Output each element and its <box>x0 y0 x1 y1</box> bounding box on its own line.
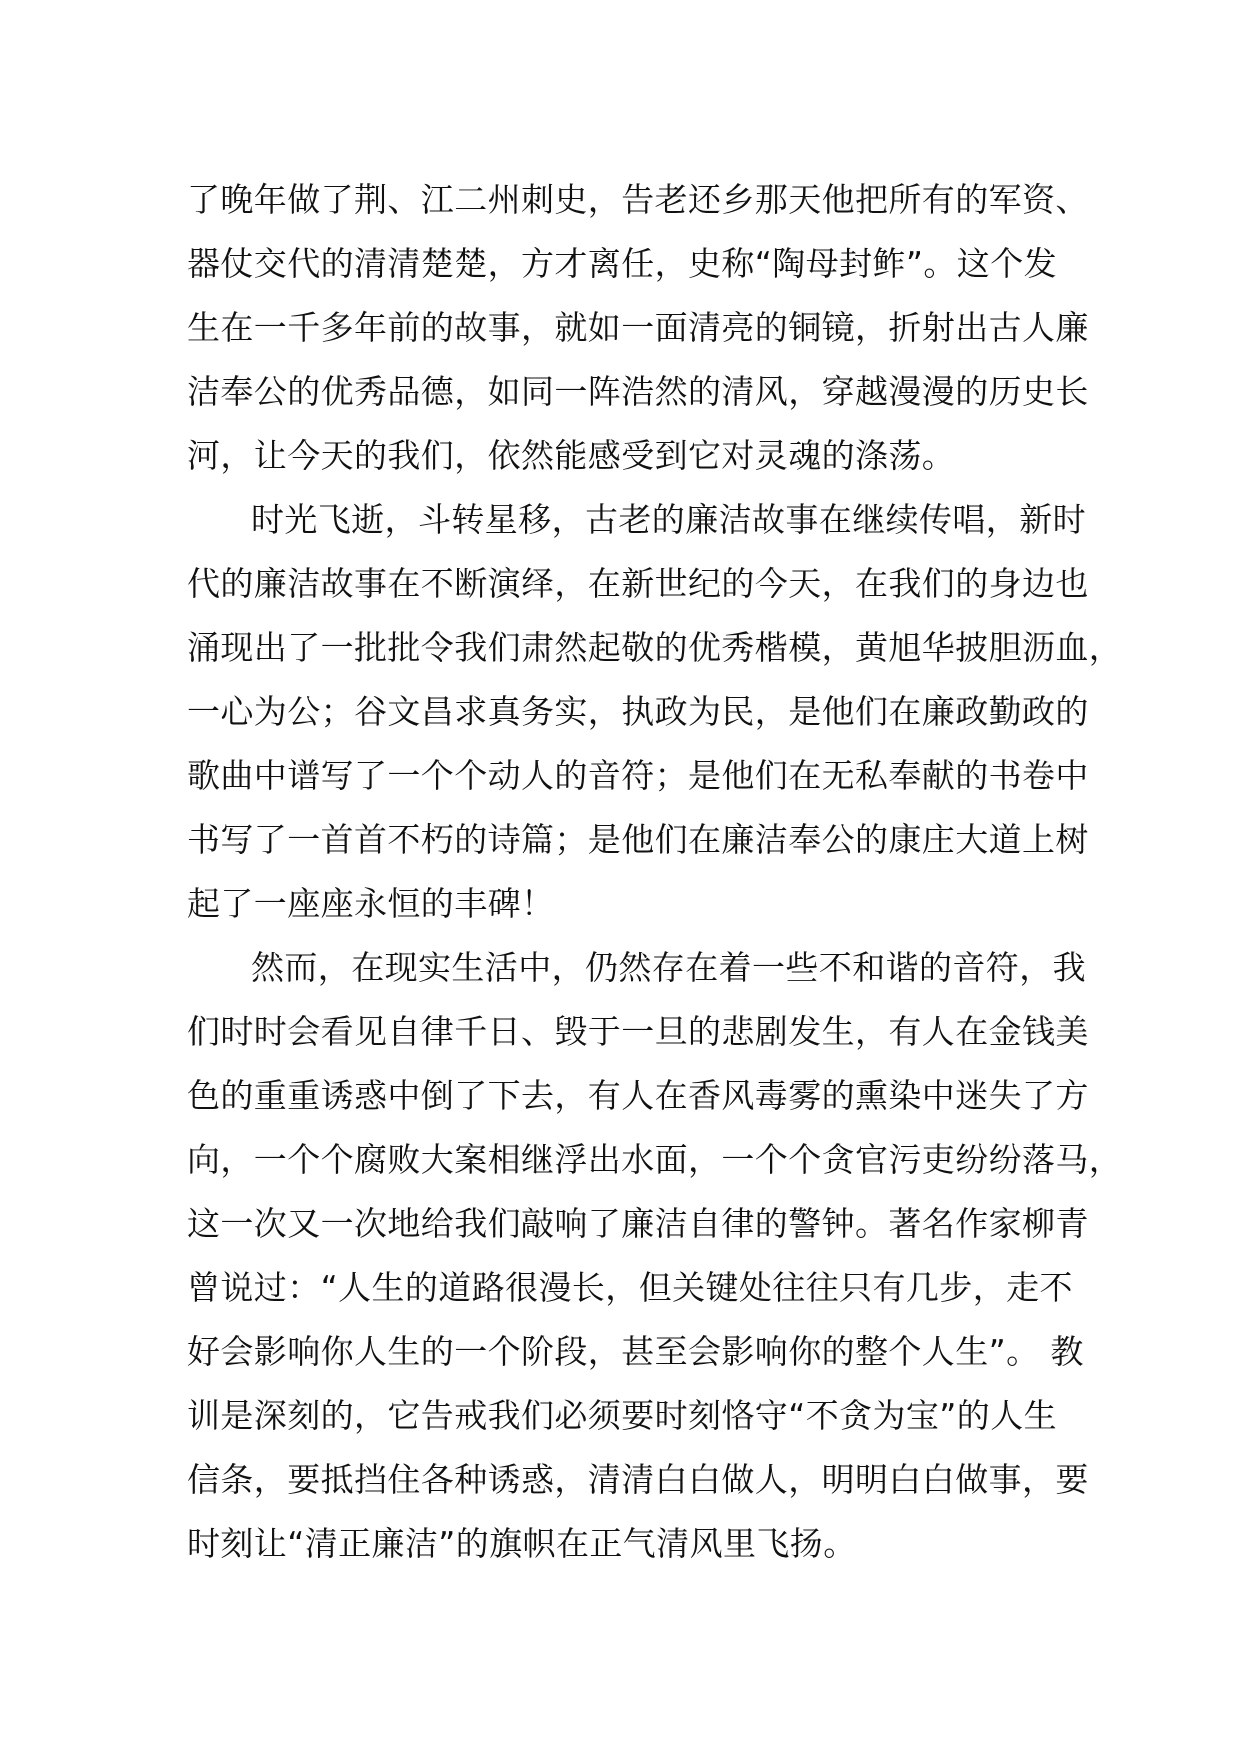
text-line: 器仗交代的清清楚楚，方才离任，史称“陶母封鲊”。这个发 <box>187 244 1057 283</box>
text-line: 信条，要抵挡住各种诱惑，清清白白做人，明明白白做事，要 <box>187 1460 1089 1499</box>
text-line: 起了一座座永恒的丰碑！ <box>187 884 555 923</box>
text-line: 向，一个个腐败大案相继浮出水面，一个个贪官污吏纷纷落马， <box>187 1140 1123 1179</box>
text-line: 书写了一首首不朽的诗篇；是他们在廉洁奉公的康庄大道上树 <box>187 820 1089 859</box>
text-line: 好会影响你人生的一个阶段，甚至会影响你的整个人生”。 教 <box>187 1332 1084 1371</box>
text-line: 代的廉洁故事在不断演绎，在新世纪的今天，在我们的身边也 <box>187 564 1089 603</box>
text-line: 河，让今天的我们，依然能感受到它对灵魂的涤荡。 <box>187 436 956 475</box>
text-line: 训是深刻的，它告戒我们必须要时刻恪守“不贪为宝”的人生 <box>187 1396 1057 1435</box>
text-line: 时刻让“清正廉洁”的旗帜在正气清风里飞扬。 <box>187 1524 857 1563</box>
text-line: 了晚年做了荆、江二州刺史，告老还乡那天他把所有的军资、 <box>187 180 1089 219</box>
text-line: 洁奉公的优秀品德，如同一阵浩然的清风，穿越漫漫的历史长 <box>187 372 1089 411</box>
paragraph-first-line: 然而，在现实生活中，仍然存在着一些不和谐的音符，我 <box>251 948 1086 987</box>
text-line: 一心为公；谷文昌求真务实，执政为民，是他们在廉政勤政的 <box>187 692 1089 731</box>
body-text <box>187 168 1123 1576</box>
text-line: 歌曲中谱写了一个个动人的音符；是他们在无私奉献的书卷中 <box>187 756 1089 795</box>
text-line: 曾说过：“人生的道路很漫长，但关键处往往只有几步，走不 <box>187 1268 1073 1307</box>
paragraph-first-line: 时光飞逝，斗转星移，古老的廉洁故事在继续传唱，新时 <box>251 500 1086 539</box>
text-line: 这一次又一次地给我们敲响了廉洁自律的警钟。著名作家柳青 <box>187 1204 1089 1243</box>
text-line: 涌现出了一批批令我们肃然起敬的优秀楷模，黄旭华披胆沥血， <box>187 628 1123 667</box>
text-line: 们时时会看见自律千日、毁于一旦的悲剧发生，有人在金钱美 <box>187 1012 1089 1051</box>
text-line: 色的重重诱惑中倒了下去，有人在香风毒雾的熏染中迷失了方 <box>187 1076 1089 1115</box>
text-line: 生在一千多年前的故事，就如一面清亮的铜镜，折射出古人廉 <box>187 308 1089 347</box>
